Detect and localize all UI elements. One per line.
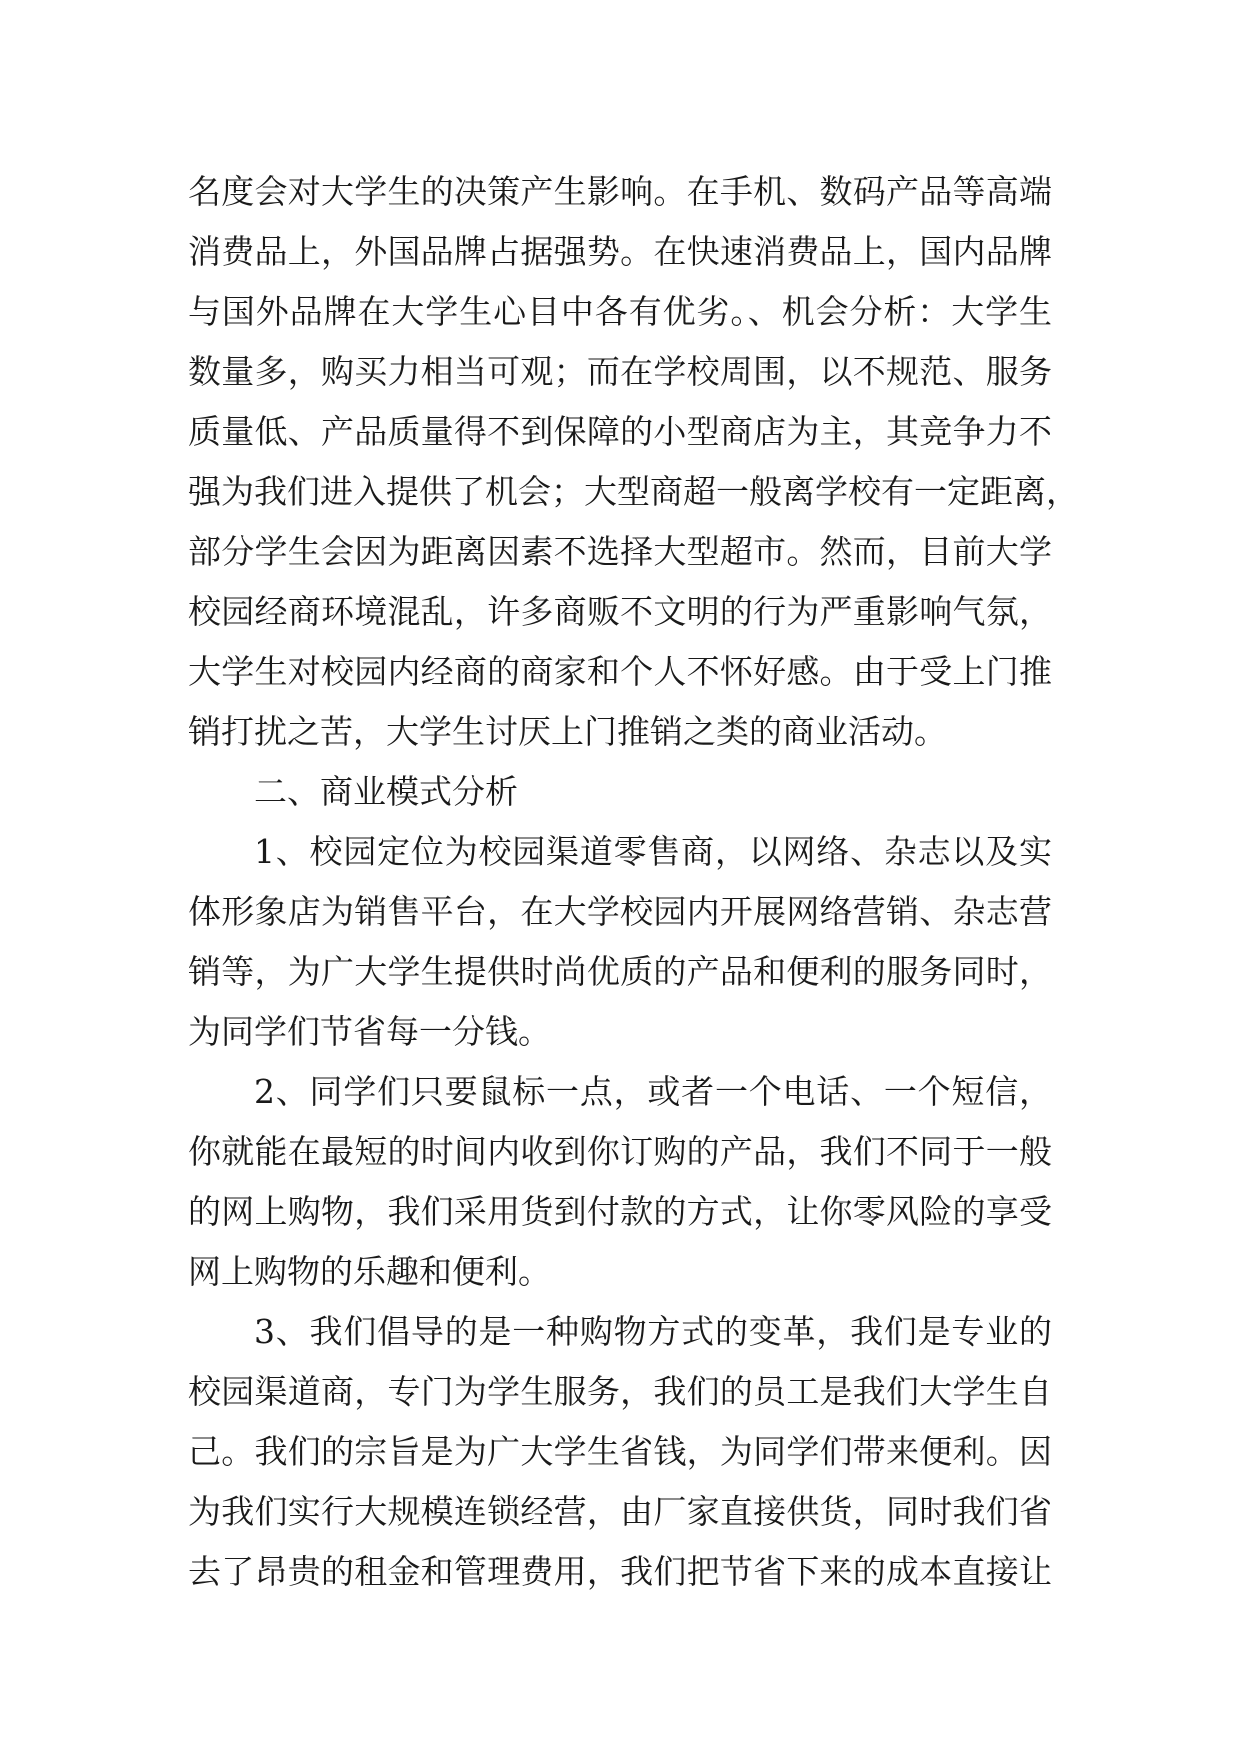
text-line: 去了昂贵的租金和管理费用，我们把节省下来的成本直接让 (188, 1552, 1052, 1591)
text-line: 数量多，购买力相当可观；而在学校周围，以不规范、服务 (188, 352, 1052, 391)
text-line: 销等，为广大学生提供时尚优质的产品和便利的服务同时， (188, 952, 1052, 991)
text-line: 消费品上，外国品牌占据强势。在快速消费品上，国内品牌 (188, 232, 1052, 271)
text-line: 为同学们节省每一分钱。 (188, 1012, 551, 1051)
text-line: 质量低、产品质量得不到保障的小型商店为主，其竞争力不 (188, 412, 1052, 451)
text-line: 大学生对校园内经商的商家和个人不怀好感。由于受上门推 (188, 652, 1052, 691)
text-line: 部分学生会因为距离因素不选择大型超市。然而，目前大学 (188, 532, 1052, 571)
text-line: 2、同学们只要鼠标一点，或者一个电话、一个短信， (254, 1072, 1052, 1111)
text-line: 名度会对大学生的决策产生影响。在手机、数码产品等高端 (188, 172, 1052, 211)
text-line: 的网上购物，我们采用货到付款的方式，让你零风险的享受 (188, 1192, 1052, 1231)
text-line: 为我们实行大规模连锁经营，由厂家直接供货，同时我们省 (188, 1492, 1052, 1531)
text-line: 与国外品牌在大学生心目中各有优劣。、机会分析：大学生 (188, 292, 1052, 331)
text-line: 网上购物的乐趣和便利。 (188, 1252, 551, 1291)
text-line: 校园渠道商，专门为学生服务，我们的员工是我们大学生自 (188, 1372, 1052, 1411)
text-line: 己。我们的宗旨是为广大学生省钱，为同学们带来便利。因 (188, 1432, 1052, 1471)
body-text (188, 162, 1079, 1602)
text-line: 1、校园定位为校园渠道零售商，以网络、杂志以及实 (254, 832, 1052, 871)
text-line: 校园经商环境混乱，许多商贩不文明的行为严重影响气氛， (188, 592, 1052, 631)
text-line: 你就能在最短的时间内收到你订购的产品，我们不同于一般 (188, 1132, 1052, 1171)
text-line: 强为我们进入提供了机会；大型商超一般离学校有一定距离， (188, 472, 1079, 511)
text-line: 3、我们倡导的是一种购物方式的变革，我们是专业的 (254, 1312, 1052, 1351)
text-line: 体形象店为销售平台，在大学校园内开展网络营销、杂志营 (188, 892, 1052, 931)
text-line: 销打扰之苦，大学生讨厌上门推销之类的商业活动。 (188, 712, 947, 751)
section-heading: 二、商业模式分析 (254, 772, 518, 811)
